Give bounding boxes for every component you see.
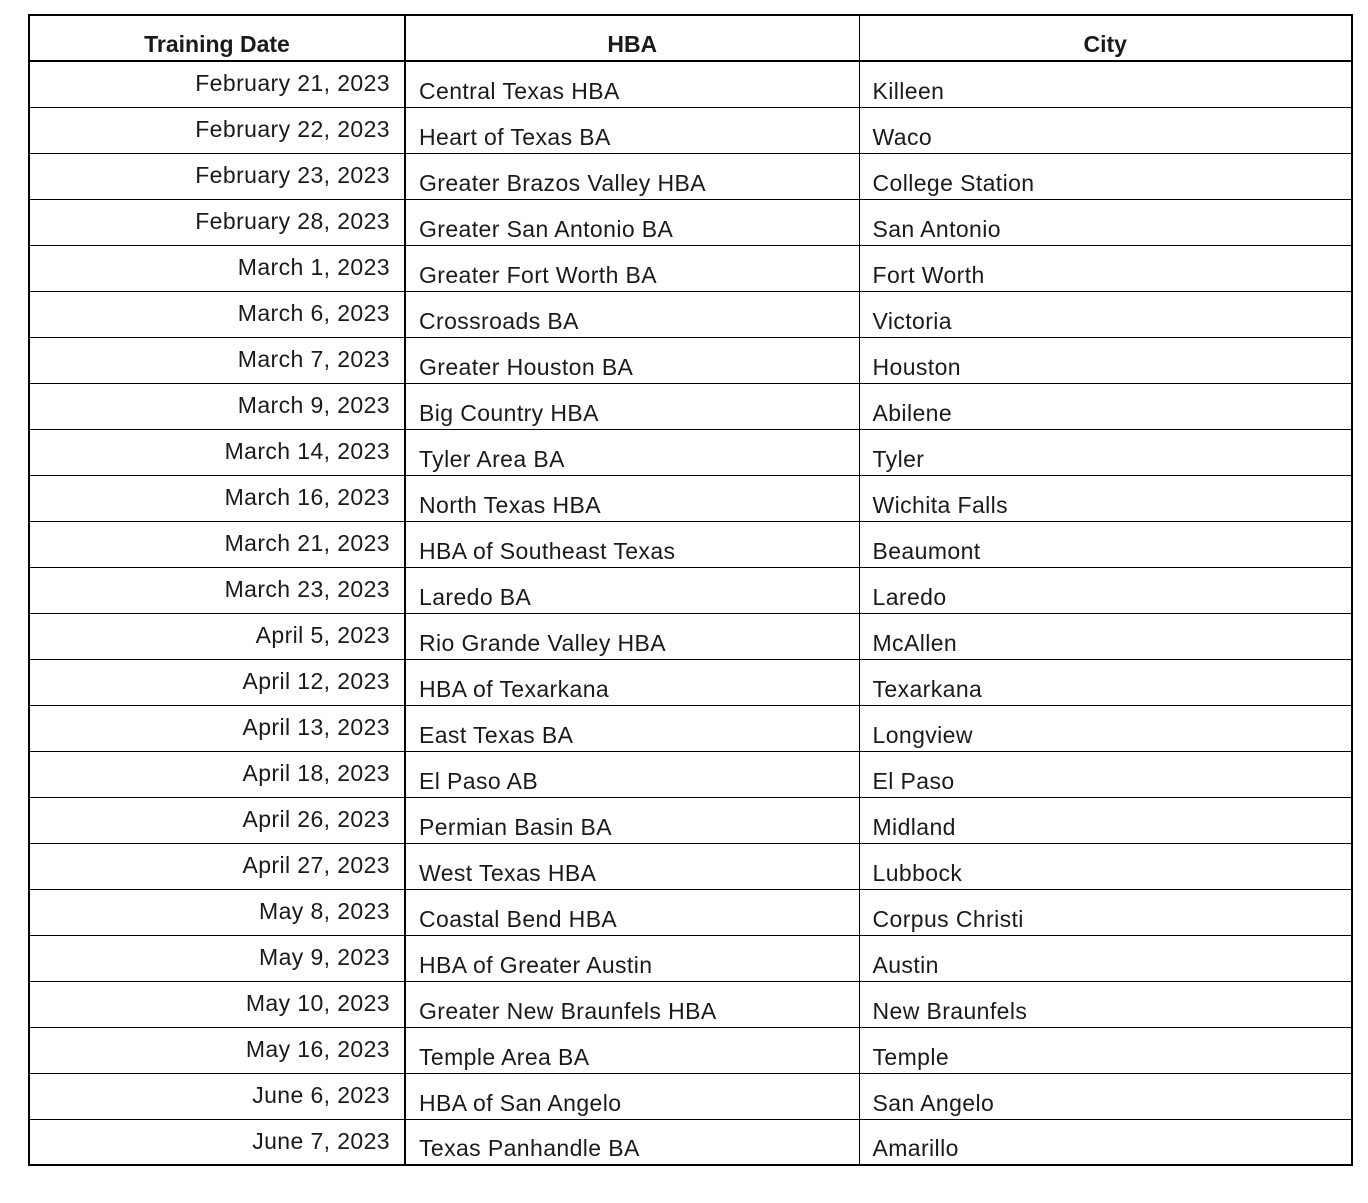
cell-city: Texarkana	[859, 659, 1352, 705]
cell-training-date: March 14, 2023	[29, 429, 405, 475]
table-row	[29, 567, 1352, 613]
table-row	[29, 199, 1352, 245]
table-row	[29, 889, 1352, 935]
cell-city: Waco	[859, 107, 1352, 153]
cell-hba: Crossroads BA	[405, 291, 859, 337]
cell-hba: Tyler Area BA	[405, 429, 859, 475]
cell-hba: Central Texas HBA	[405, 61, 859, 107]
cell-city: Tyler	[859, 429, 1352, 475]
cell-city: Abilene	[859, 383, 1352, 429]
cell-city: College Station	[859, 153, 1352, 199]
table-row	[29, 61, 1352, 107]
cell-city: San Antonio	[859, 199, 1352, 245]
cell-hba: East Texas BA	[405, 705, 859, 751]
cell-hba: Big Country HBA	[405, 383, 859, 429]
cell-training-date: March 6, 2023	[29, 291, 405, 337]
cell-city: Fort Worth	[859, 245, 1352, 291]
table-row	[29, 659, 1352, 705]
cell-training-date: April 18, 2023	[29, 751, 405, 797]
cell-training-date: April 12, 2023	[29, 659, 405, 705]
table-row	[29, 935, 1352, 981]
cell-training-date: March 21, 2023	[29, 521, 405, 567]
cell-hba: Greater Brazos Valley HBA	[405, 153, 859, 199]
cell-training-date: February 23, 2023	[29, 153, 405, 199]
table-body	[29, 61, 1352, 1165]
cell-training-date: June 6, 2023	[29, 1073, 405, 1119]
table-row	[29, 475, 1352, 521]
cell-hba: Greater Fort Worth BA	[405, 245, 859, 291]
table-row	[29, 291, 1352, 337]
table-row	[29, 1027, 1352, 1073]
cell-city: Beaumont	[859, 521, 1352, 567]
cell-training-date: April 26, 2023	[29, 797, 405, 843]
table-row	[29, 337, 1352, 383]
cell-training-date: February 28, 2023	[29, 199, 405, 245]
cell-training-date: May 8, 2023	[29, 889, 405, 935]
cell-hba: HBA of Southeast Texas	[405, 521, 859, 567]
table-row	[29, 843, 1352, 889]
cell-city: Temple	[859, 1027, 1352, 1073]
cell-hba: Greater Houston BA	[405, 337, 859, 383]
cell-training-date: May 16, 2023	[29, 1027, 405, 1073]
cell-city: McAllen	[859, 613, 1352, 659]
table-row	[29, 153, 1352, 199]
cell-hba: Temple Area BA	[405, 1027, 859, 1073]
table-row	[29, 245, 1352, 291]
cell-hba: HBA of San Angelo	[405, 1073, 859, 1119]
cell-training-date: March 23, 2023	[29, 567, 405, 613]
cell-training-date: April 5, 2023	[29, 613, 405, 659]
cell-training-date: March 7, 2023	[29, 337, 405, 383]
cell-training-date: February 21, 2023	[29, 61, 405, 107]
table-row	[29, 383, 1352, 429]
cell-city: Laredo	[859, 567, 1352, 613]
table-row	[29, 797, 1352, 843]
table-row	[29, 613, 1352, 659]
cell-training-date: February 22, 2023	[29, 107, 405, 153]
cell-hba: North Texas HBA	[405, 475, 859, 521]
cell-hba: El Paso AB	[405, 751, 859, 797]
cell-city: El Paso	[859, 751, 1352, 797]
table-row	[29, 751, 1352, 797]
cell-hba: Greater New Braunfels HBA	[405, 981, 859, 1027]
table-row	[29, 1073, 1352, 1119]
table-row	[29, 107, 1352, 153]
cell-hba: HBA of Texarkana	[405, 659, 859, 705]
training-schedule-table	[28, 14, 1353, 1166]
table-row	[29, 705, 1352, 751]
cell-city: San Angelo	[859, 1073, 1352, 1119]
cell-training-date: April 13, 2023	[29, 705, 405, 751]
cell-city: Wichita Falls	[859, 475, 1352, 521]
cell-city: Houston	[859, 337, 1352, 383]
header-training-date: Training Date	[29, 15, 405, 61]
cell-training-date: March 1, 2023	[29, 245, 405, 291]
cell-training-date: March 16, 2023	[29, 475, 405, 521]
cell-training-date: May 10, 2023	[29, 981, 405, 1027]
cell-city: Killeen	[859, 61, 1352, 107]
cell-city: Amarillo	[859, 1119, 1352, 1165]
cell-hba: Greater San Antonio BA	[405, 199, 859, 245]
cell-hba: Laredo BA	[405, 567, 859, 613]
header-hba: HBA	[405, 15, 859, 61]
table-row	[29, 981, 1352, 1027]
table-row	[29, 1119, 1352, 1165]
table-row	[29, 429, 1352, 475]
cell-hba: Permian Basin BA	[405, 797, 859, 843]
cell-city: New Braunfels	[859, 981, 1352, 1027]
cell-city: Midland	[859, 797, 1352, 843]
cell-hba: West Texas HBA	[405, 843, 859, 889]
cell-training-date: June 7, 2023	[29, 1119, 405, 1165]
cell-city: Austin	[859, 935, 1352, 981]
cell-hba: Texas Panhandle BA	[405, 1119, 859, 1165]
table-row	[29, 521, 1352, 567]
cell-training-date: March 9, 2023	[29, 383, 405, 429]
cell-city: Longview	[859, 705, 1352, 751]
cell-city: Victoria	[859, 291, 1352, 337]
cell-hba: Rio Grande Valley HBA	[405, 613, 859, 659]
cell-city: Lubbock	[859, 843, 1352, 889]
cell-hba: HBA of Greater Austin	[405, 935, 859, 981]
cell-hba: Coastal Bend HBA	[405, 889, 859, 935]
cell-training-date: May 9, 2023	[29, 935, 405, 981]
cell-hba: Heart of Texas BA	[405, 107, 859, 153]
header-city: City	[859, 15, 1352, 61]
header-row	[29, 15, 1352, 61]
table-header	[29, 15, 1352, 61]
cell-training-date: April 27, 2023	[29, 843, 405, 889]
cell-city: Corpus Christi	[859, 889, 1352, 935]
